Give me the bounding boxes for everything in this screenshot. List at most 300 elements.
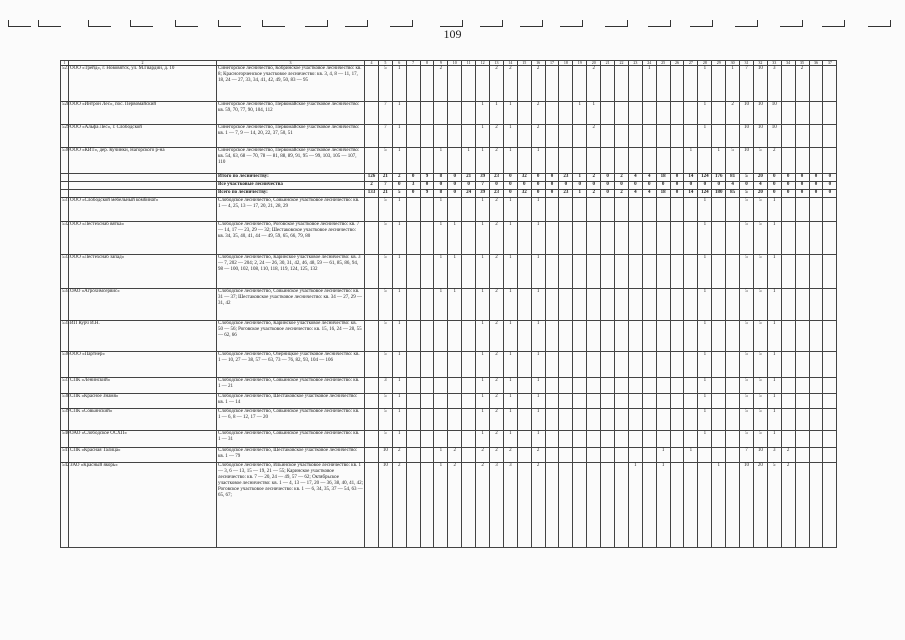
value-cell: 0	[462, 182, 476, 190]
value-cell	[420, 352, 434, 378]
value-cell	[684, 409, 698, 431]
value-cell	[448, 394, 462, 409]
value-cell	[795, 352, 809, 378]
value-cell: 7	[740, 448, 754, 463]
value-cell	[642, 198, 656, 222]
value-cell: 0	[448, 174, 462, 182]
value-cell: 1	[476, 394, 490, 409]
value-cell	[434, 352, 448, 378]
value-cell	[726, 394, 740, 409]
value-cell: 1	[448, 289, 462, 321]
forest-area-cell: Слободское лесничество, Совьинское участковое лесничество: кв. 1 — 4, 25, 13 — 17, 20, 21, 28, 29	[217, 198, 365, 222]
value-cell	[656, 66, 670, 102]
value-cell: 0	[531, 190, 545, 198]
lease-register-table	[60, 60, 837, 548]
value-cell	[615, 102, 629, 125]
row-number-cell: 538	[61, 394, 69, 409]
value-cell: 0	[503, 190, 517, 198]
value-cell	[601, 148, 615, 174]
value-cell	[656, 255, 670, 289]
organization-cell: ООО «КИТ», дер. Кучинки, Нагорского р-на	[69, 148, 217, 174]
column-number: 13	[490, 61, 504, 66]
forest-area-cell: Синегорское лесничество, Кобринское участковое лесничество: кв. 8; Красногорченское участковое лесничество: кв. 3, 4, 8 — 11, 17, 18, 24 — 27, 33, 34, 41, 42, 49, 50, 83 — 95	[217, 66, 365, 102]
value-cell: 5	[378, 255, 392, 289]
row-number-cell: 540	[61, 431, 69, 448]
value-cell	[365, 102, 379, 125]
column-number: 17	[545, 61, 559, 66]
value-cell: 0	[767, 190, 781, 198]
value-cell	[642, 289, 656, 321]
value-cell: 2	[795, 66, 809, 102]
value-cell	[615, 255, 629, 289]
value-cell	[517, 409, 531, 431]
value-cell	[448, 102, 462, 125]
scan-edge-mark	[345, 20, 368, 27]
value-cell	[656, 394, 670, 409]
value-cell	[642, 463, 656, 548]
value-cell: 1	[434, 255, 448, 289]
value-cell	[462, 255, 476, 289]
value-cell	[406, 463, 420, 548]
scan-edge-mark	[822, 20, 845, 27]
value-cell: 10	[767, 102, 781, 125]
value-cell	[462, 352, 476, 378]
subtotal-row	[61, 190, 837, 198]
value-cell: 1	[503, 409, 517, 431]
value-cell: 1	[684, 148, 698, 174]
table-row	[61, 409, 837, 431]
scan-edge-mark	[130, 20, 153, 27]
value-cell	[365, 448, 379, 463]
value-cell: 5	[740, 289, 754, 321]
value-cell	[795, 289, 809, 321]
value-cell	[781, 125, 795, 148]
value-cell: 5	[753, 255, 767, 289]
value-cell: 10	[740, 463, 754, 548]
value-cell	[781, 431, 795, 448]
value-cell	[823, 198, 837, 222]
value-cell	[809, 448, 823, 463]
value-cell: 1	[767, 394, 781, 409]
column-number: 2	[69, 61, 217, 66]
column-number: 20	[587, 61, 601, 66]
value-cell: 23	[490, 174, 504, 182]
forest-area-cell: Слободское лесничество, Каринское участковое лесничество: кв. 50 — 56; Роговское участковое лесничество: кв. 15, 16, 24 — 28, 55 — 62, 66	[217, 321, 365, 352]
value-cell	[684, 378, 698, 394]
value-cell	[795, 148, 809, 174]
value-cell: 1	[476, 198, 490, 222]
value-cell	[809, 431, 823, 448]
value-cell	[712, 289, 726, 321]
value-cell	[823, 409, 837, 431]
value-cell: 1	[767, 289, 781, 321]
value-cell: 1	[392, 125, 406, 148]
value-cell: 5	[753, 222, 767, 255]
value-cell: 1	[767, 321, 781, 352]
value-cell: 1	[698, 431, 712, 448]
value-cell	[545, 289, 559, 321]
scan-edge-mark	[520, 20, 543, 27]
value-cell: 0	[767, 182, 781, 190]
value-cell	[462, 222, 476, 255]
value-cell	[365, 409, 379, 431]
forest-area-cell: Слободское лесничество, Каринское участковое лесничество: кв. 3 — 7, 202 — 204; 2, 24 — 26, 30, 31, 42, 46, 48, 59 — 61, 85, 86, 94, 98 — 100, 102, 108, 110, 118, 119, 124, 125, 132	[217, 255, 365, 289]
value-cell	[656, 409, 670, 431]
value-cell	[601, 289, 615, 321]
value-cell: 5	[753, 394, 767, 409]
value-cell	[670, 378, 684, 394]
value-cell	[726, 289, 740, 321]
value-cell	[712, 394, 726, 409]
value-cell	[517, 463, 531, 548]
column-number: 28	[698, 61, 712, 66]
value-cell	[517, 289, 531, 321]
value-cell: 2	[434, 66, 448, 102]
value-cell: 1	[656, 463, 670, 548]
scan-edge-mark	[440, 20, 463, 27]
column-number: 4	[365, 61, 379, 66]
value-cell: 10	[378, 448, 392, 463]
value-cell: 1	[531, 409, 545, 431]
value-cell: 5	[740, 394, 754, 409]
value-cell	[462, 378, 476, 394]
value-cell: 3	[378, 378, 392, 394]
table-row	[61, 66, 837, 102]
value-cell: 0	[559, 182, 573, 190]
value-cell: 10	[378, 463, 392, 548]
value-cell	[781, 148, 795, 174]
value-cell: 2	[392, 448, 406, 463]
value-cell	[573, 289, 587, 321]
value-cell	[795, 222, 809, 255]
value-cell	[462, 448, 476, 463]
value-cell: 180	[712, 190, 726, 198]
value-cell	[823, 125, 837, 148]
value-cell	[823, 448, 837, 463]
column-number: 6	[392, 61, 406, 66]
value-cell	[545, 352, 559, 378]
value-cell	[601, 125, 615, 148]
subtotal-label: Итого по лесничеству:	[217, 174, 365, 182]
value-cell: 0	[615, 182, 629, 190]
value-cell	[587, 198, 601, 222]
value-cell	[684, 352, 698, 378]
scan-edge-mark	[175, 20, 198, 27]
value-cell: 7	[476, 182, 490, 190]
value-cell	[448, 148, 462, 174]
value-cell: 1	[434, 222, 448, 255]
value-cell	[420, 255, 434, 289]
value-cell: 1	[476, 378, 490, 394]
value-cell	[823, 321, 837, 352]
value-cell	[406, 198, 420, 222]
value-cell	[795, 431, 809, 448]
value-cell	[559, 394, 573, 409]
table-row	[61, 125, 837, 148]
value-cell	[545, 255, 559, 289]
value-cell	[434, 321, 448, 352]
value-cell	[559, 431, 573, 448]
value-cell	[517, 255, 531, 289]
value-cell: 1	[392, 321, 406, 352]
value-cell	[517, 431, 531, 448]
value-cell	[712, 448, 726, 463]
value-cell: 0	[517, 182, 531, 190]
value-cell: 1	[698, 102, 712, 125]
value-cell	[642, 448, 656, 463]
value-cell: 0	[587, 182, 601, 190]
value-cell	[712, 102, 726, 125]
scan-top-edge-marks	[0, 0, 905, 30]
value-cell	[601, 66, 615, 102]
value-cell: 10	[767, 125, 781, 148]
value-cell: 0	[601, 190, 615, 198]
value-cell	[781, 255, 795, 289]
value-cell: 1	[392, 148, 406, 174]
value-cell: 10	[740, 102, 754, 125]
value-cell	[823, 102, 837, 125]
value-cell: 1	[726, 66, 740, 102]
column-number: 14	[503, 61, 517, 66]
value-cell	[406, 289, 420, 321]
value-cell: 7	[378, 125, 392, 148]
value-cell: 1	[476, 102, 490, 125]
subtotal-label: Всего по лесничеству:	[217, 190, 365, 198]
value-cell	[615, 148, 629, 174]
value-cell	[823, 255, 837, 289]
value-cell	[587, 448, 601, 463]
value-cell	[781, 102, 795, 125]
table-row	[61, 222, 837, 255]
org-cell	[69, 190, 217, 198]
value-cell: 1	[531, 431, 545, 448]
value-cell	[573, 66, 587, 102]
column-number: 22	[615, 61, 629, 66]
value-cell	[601, 222, 615, 255]
value-cell	[809, 378, 823, 394]
value-cell: 0	[809, 190, 823, 198]
value-cell: 0	[670, 174, 684, 182]
value-cell: 1	[698, 255, 712, 289]
value-cell	[420, 102, 434, 125]
row-number-cell: 534	[61, 289, 69, 321]
row-number-cell: 532	[61, 222, 69, 255]
value-cell: 0	[656, 182, 670, 190]
value-cell	[809, 66, 823, 102]
value-cell: 1	[503, 394, 517, 409]
value-cell: 133	[365, 190, 379, 198]
value-cell	[628, 378, 642, 394]
value-cell	[698, 463, 712, 548]
value-cell: 0	[601, 174, 615, 182]
value-cell: 5	[378, 66, 392, 102]
value-cell	[781, 394, 795, 409]
value-cell: 0	[406, 190, 420, 198]
value-cell: 24	[462, 190, 476, 198]
value-cell	[406, 409, 420, 431]
value-cell	[587, 255, 601, 289]
value-cell: 2	[490, 448, 504, 463]
table-row	[61, 394, 837, 409]
value-cell: 32	[517, 174, 531, 182]
row-number-cell: 537	[61, 378, 69, 394]
value-cell: 5	[753, 289, 767, 321]
value-cell	[587, 321, 601, 352]
value-cell: 0	[545, 182, 559, 190]
value-cell	[726, 463, 740, 548]
column-number: 36	[809, 61, 823, 66]
value-cell: 0	[795, 190, 809, 198]
value-cell	[601, 448, 615, 463]
value-cell	[545, 66, 559, 102]
value-cell: 10	[753, 125, 767, 148]
value-cell	[684, 463, 698, 548]
value-cell	[406, 148, 420, 174]
row-number-cell	[61, 190, 69, 198]
value-cell	[684, 289, 698, 321]
value-cell: 1	[392, 198, 406, 222]
value-cell	[365, 125, 379, 148]
value-cell: 1	[587, 102, 601, 125]
value-cell: 1	[392, 255, 406, 289]
value-cell: 2	[767, 148, 781, 174]
value-cell: 81	[726, 174, 740, 182]
value-cell: 1	[490, 102, 504, 125]
value-cell: 2	[476, 463, 490, 548]
value-cell: 39	[476, 174, 490, 182]
value-cell	[615, 463, 629, 548]
value-cell	[809, 255, 823, 289]
forest-area-cell: Синегорское лесничество, Первомайское участковое лесничество: кв. 1 — 7, 9 — 14, 20, 22, 37, 50, 51	[217, 125, 365, 148]
row-number-cell: 530	[61, 148, 69, 174]
value-cell	[726, 352, 740, 378]
row-number-cell: 542	[61, 463, 69, 548]
value-cell	[809, 352, 823, 378]
value-cell: 1	[531, 198, 545, 222]
table-row	[61, 431, 837, 448]
value-cell: 0	[767, 174, 781, 182]
forest-area-cell: Слободское лесничество, Шестаковское участковое лесничество: кв. 1 — 79	[217, 448, 365, 463]
value-cell	[726, 255, 740, 289]
value-cell: 2	[490, 394, 504, 409]
value-cell	[406, 394, 420, 409]
value-cell	[601, 198, 615, 222]
value-cell	[795, 255, 809, 289]
row-number-cell: 536	[61, 352, 69, 378]
value-cell	[448, 125, 462, 148]
value-cell: 1	[503, 102, 517, 125]
value-cell: 3	[767, 448, 781, 463]
value-cell	[726, 198, 740, 222]
value-cell	[545, 448, 559, 463]
value-cell	[684, 222, 698, 255]
value-cell	[615, 321, 629, 352]
value-cell: 3	[503, 463, 517, 548]
value-cell	[573, 148, 587, 174]
value-cell: 1	[434, 289, 448, 321]
value-cell	[517, 352, 531, 378]
value-cell	[420, 409, 434, 431]
value-cell	[406, 125, 420, 148]
value-cell	[642, 222, 656, 255]
value-cell: 1	[698, 198, 712, 222]
value-cell: 5	[726, 148, 740, 174]
value-cell: 1	[642, 66, 656, 102]
value-cell	[476, 66, 490, 102]
value-cell	[628, 198, 642, 222]
value-cell: 5	[378, 409, 392, 431]
value-cell	[628, 255, 642, 289]
value-cell: 2	[781, 463, 795, 548]
value-cell	[726, 448, 740, 463]
value-cell: 4	[753, 182, 767, 190]
value-cell	[781, 409, 795, 431]
value-cell	[573, 352, 587, 378]
value-cell: 1	[503, 378, 517, 394]
value-cell	[462, 463, 476, 548]
value-cell: 1	[628, 463, 642, 548]
value-cell: 0	[448, 182, 462, 190]
scan-edge-mark	[480, 20, 503, 27]
value-cell	[670, 289, 684, 321]
value-cell: 0	[642, 182, 656, 190]
value-cell: 1	[503, 321, 517, 352]
scan-edge-mark	[735, 20, 758, 27]
value-cell	[781, 289, 795, 321]
value-cell: 1	[476, 125, 490, 148]
value-cell	[587, 148, 601, 174]
value-cell	[684, 198, 698, 222]
value-cell	[601, 378, 615, 394]
value-cell: 1	[503, 352, 517, 378]
value-cell: 1	[573, 190, 587, 198]
value-cell: 1	[767, 352, 781, 378]
value-cell: 124	[698, 190, 712, 198]
value-cell: 1	[698, 222, 712, 255]
table-row	[61, 463, 837, 548]
value-cell	[656, 102, 670, 125]
value-cell: 1	[767, 222, 781, 255]
value-cell	[545, 431, 559, 448]
value-cell: 1	[434, 463, 448, 548]
value-cell	[462, 125, 476, 148]
row-number-cell: 527	[61, 66, 69, 102]
value-cell: 0	[823, 174, 837, 182]
value-cell	[712, 125, 726, 148]
value-cell: 2	[490, 66, 504, 102]
value-cell: 2	[587, 66, 601, 102]
value-cell	[823, 352, 837, 378]
value-cell	[823, 222, 837, 255]
organization-cell: ООО «Слободской мебельный комбинат»	[69, 198, 217, 222]
organization-cell: ЗАО «Красный якорь»	[69, 463, 217, 548]
value-cell: 2	[587, 174, 601, 182]
value-cell	[628, 289, 642, 321]
value-cell: 1	[392, 289, 406, 321]
value-cell	[365, 321, 379, 352]
value-cell: 2	[476, 448, 490, 463]
value-cell	[545, 463, 559, 548]
value-cell: 2	[531, 66, 545, 102]
value-cell	[517, 125, 531, 148]
value-cell: 2	[448, 463, 462, 548]
value-cell	[670, 394, 684, 409]
value-cell	[406, 352, 420, 378]
value-cell	[587, 289, 601, 321]
value-cell	[809, 409, 823, 431]
organization-cell: ООО «Интрон Лес», пос. Первомайский	[69, 102, 217, 125]
value-cell	[545, 148, 559, 174]
